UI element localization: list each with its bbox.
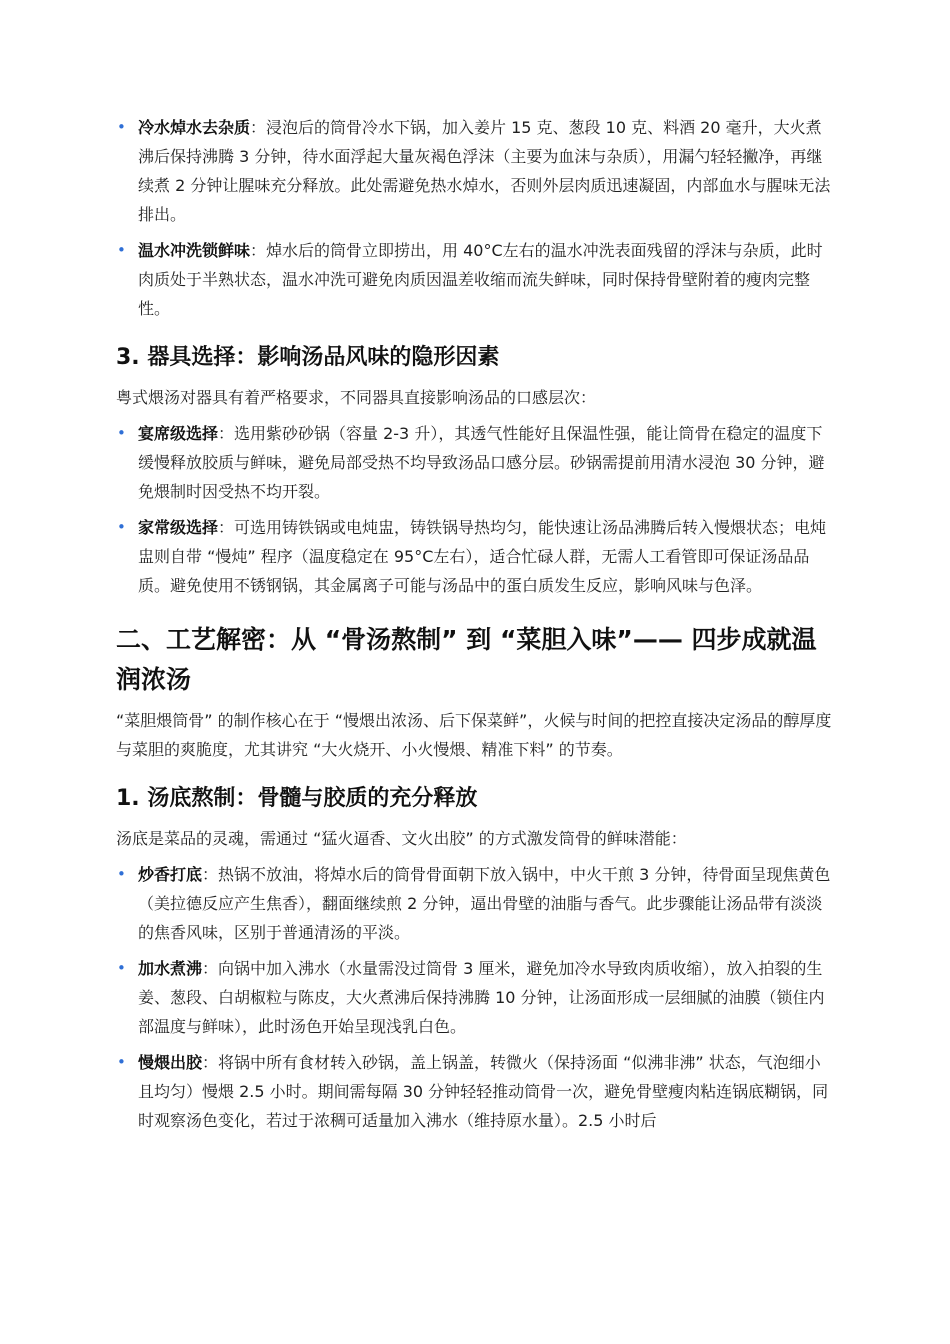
list-item xyxy=(116,236,836,323)
bullet-icon: • xyxy=(117,241,126,259)
list-item xyxy=(116,513,836,600)
list-item xyxy=(116,954,836,1041)
item-text: ：向锅中加入沸水（水量需没过筒骨 3 厘米，避免加冷水导致肉质收缩），放入拍裂的生姜、葱段、白胡椒粒与陈皮，大火煮沸后保持沸腾 10 分钟，让汤面形成一层细腻的油膜（锁住内部温度与鲜味），此时汤色开始呈现浅乳白色。 xyxy=(138,959,825,1036)
item-label: 加水煮沸 xyxy=(138,959,203,978)
item-label: 冷水焯水去杂质 xyxy=(138,118,251,137)
item-text: ：可选用铸铁锅或电炖盅，铸铁锅导热均匀，能快速让汤品沸腾后转入慢煨状态；电炖盅则自带 “慢炖” 程序（温度稳定在 95°C左右），适合忙碌人群，无需人工看管即可保证汤品品质。避免使用不锈钢锅，其金属离子可能与汤品中的蛋白质发生反应，影响风味与色泽。 xyxy=(138,518,827,595)
list-item xyxy=(116,1048,836,1135)
item-label: 温水冲洗锁鲜味 xyxy=(138,241,251,260)
item-text: ：选用紫砂砂锅（容量 2-3 升），其透气性能好且保温性强，能让筒骨在稳定的温度下缓慢释放胶质与鲜味，避免局部受热不均导致汤品口感分层。砂锅需提前用清水浸泡 30 分钟，避免煨制时因受热不均开裂。 xyxy=(138,424,825,501)
blanching-steps-list xyxy=(116,113,836,323)
cookware-list xyxy=(116,419,836,600)
item-text: ：将锅中所有食材转入砂锅，盖上锅盖，转微火（保持汤面 “似沸非沸” 状态，气泡细小且均匀）慢煨 2.5 小时。期间需每隔 30 分钟轻轻推动筒骨一次，避免骨壁瘦肉粘连锅底糊锅，同时观察汤色变化，若过于浓稠可适量加入沸水（维持原水量）。2.5 小时后 xyxy=(138,1053,829,1130)
bullet-icon: • xyxy=(117,424,126,442)
bullet-icon: • xyxy=(117,518,126,536)
section-intro: “菜胆煨筒骨” 的制作核心在于 “慢煨出浓汤、后下保菜鲜”，火候与时间的把控直接决定汤品的醇厚度与菜胆的爽脆度，尤其讲究 “大火烧开、小火慢煨、精准下料” 的节奏。 xyxy=(116,711,832,759)
bullet-icon: • xyxy=(117,865,126,883)
heading-broth: 1. 汤底熬制：骨髓与胶质的充分释放 xyxy=(116,786,478,811)
broth-intro: 汤底是菜品的灵魂，需通过 “猛火逼香、文火出胶” 的方式激发筒骨的鲜味潜能： xyxy=(116,829,687,848)
bullet-icon: • xyxy=(117,118,126,136)
list-item xyxy=(116,860,836,947)
list-item xyxy=(116,113,836,229)
bullet-icon: • xyxy=(117,1053,126,1071)
item-label: 宴席级选择 xyxy=(138,424,219,443)
item-label: 慢煨出胶 xyxy=(138,1053,203,1072)
document-body xyxy=(116,113,836,1142)
item-label: 炒香打底 xyxy=(138,865,203,884)
heading-cookware: 3. 器具选择：影响汤品风味的隐形因素 xyxy=(116,345,500,370)
list-item xyxy=(116,419,836,506)
item-text: ：浸泡后的筒骨冷水下锅，加入姜片 15 克、葱段 10 克、料酒 20 毫升，大火煮沸后保持沸腾 3 分钟，待水面浮起大量灰褐色浮沫（主要为血沫与杂质），用漏勺轻轻撇净，再继续煮 2 分钟让腥味充分释放。此处需避免热水焯水，否则外层肉质迅速凝固，内部血水与腥味无法排出。 xyxy=(138,118,831,224)
section-heading: 二、工艺解密：从 “骨汤熬制” 到 “菜胆入味”—— 四步成就温润浓汤 xyxy=(116,625,817,694)
bullet-icon: • xyxy=(117,959,126,977)
item-text: ：焯水后的筒骨立即捞出，用 40°C左右的温水冲洗表面残留的浮沫与杂质，此时肉质处于半熟状态，温水冲洗可避免肉质因温差收缩而流失鲜味，同时保持骨壁附着的瘦肉完整性。 xyxy=(138,241,823,318)
item-text: ：热锅不放油，将焯水后的筒骨骨面朝下放入锅中，中火干煎 3 分钟，待骨面呈现焦黄色（美拉德反应产生焦香），翻面继续煎 2 分钟，逼出骨壁的油脂与香气。此步骤能让汤品带有淡淡的焦香风味，区别于普通清汤的平淡。 xyxy=(138,865,831,942)
cookware-intro: 粤式煨汤对器具有着严格要求，不同器具直接影响汤品的口感层次： xyxy=(116,388,597,407)
broth-steps-list xyxy=(116,860,836,1135)
item-label: 家常级选择 xyxy=(138,518,219,537)
